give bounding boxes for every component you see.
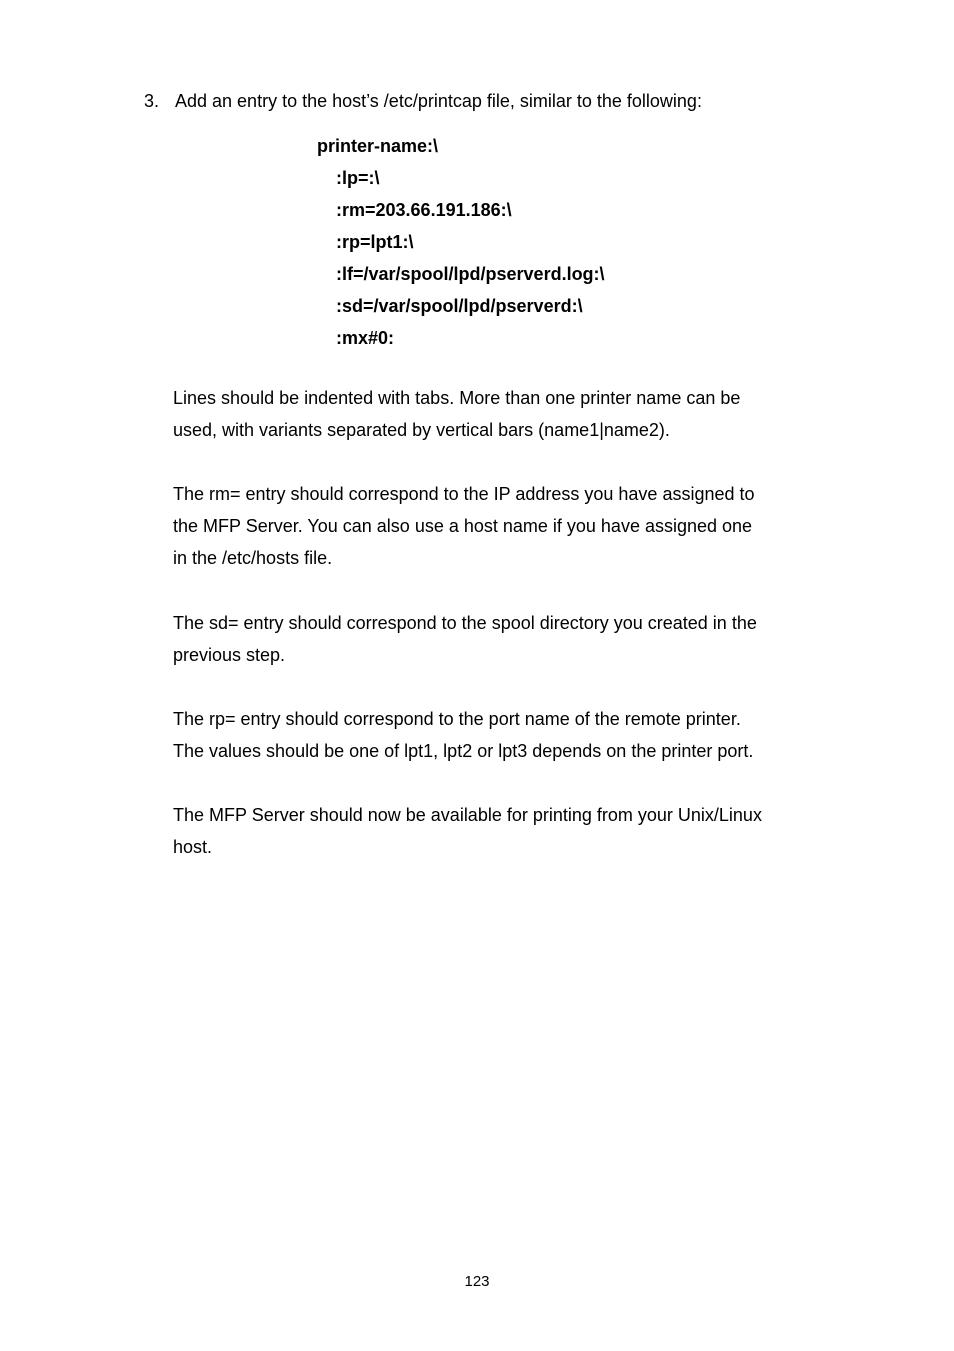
step-number: 3. xyxy=(144,91,160,111)
paragraph-line: The MFP Server should now be available for printing from your Unix/Linux xyxy=(173,805,762,825)
paragraph-line: The values should be one of lpt1, lpt2 or lpt3 depends on the printer port. xyxy=(173,741,754,761)
printcap-code-block xyxy=(317,130,605,354)
code-line: printer-name:\ xyxy=(317,136,439,156)
paragraph-line: the MFP Server. You can also use a host name if you have assigned one xyxy=(173,516,753,536)
code-line: :rp=lpt1:\ xyxy=(336,232,414,252)
step-item xyxy=(144,89,702,113)
paragraph-indentation xyxy=(173,382,813,446)
paragraph-line: Lines should be indented with tabs. More than one printer name can be xyxy=(173,388,741,408)
code-line: :rm=203.66.191.186:\ xyxy=(336,200,512,220)
paragraph-line: host. xyxy=(173,837,213,857)
code-line: :mx#0: xyxy=(336,328,395,348)
paragraph-line: The sd= entry should correspond to the spool directory you created in the xyxy=(173,613,757,633)
paragraph-rm-entry xyxy=(173,478,813,574)
paragraph-line: The rp= entry should correspond to the port name of the remote printer. xyxy=(173,709,741,729)
page-number: 123 xyxy=(464,1273,490,1290)
paragraph-availability xyxy=(173,799,813,863)
code-line: :sd=/var/spool/lpd/pserverd:\ xyxy=(336,296,583,316)
paragraph-line: used, with variants separated by vertical bars (name1|name2). xyxy=(173,420,670,440)
paragraph-line: previous step. xyxy=(173,645,286,665)
paragraph-line: The rm= entry should correspond to the IP address you have assigned to xyxy=(173,484,755,504)
paragraph-line: in the /etc/hosts file. xyxy=(173,548,333,568)
paragraph-rp-entry xyxy=(173,703,813,767)
code-line: :lp=:\ xyxy=(336,168,380,188)
paragraph-sd-entry xyxy=(173,607,813,671)
code-line: :lf=/var/spool/lpd/pserverd.log:\ xyxy=(336,264,605,284)
step-text: Add an entry to the host’s /etc/printcap file, similar to the following: xyxy=(175,91,702,111)
